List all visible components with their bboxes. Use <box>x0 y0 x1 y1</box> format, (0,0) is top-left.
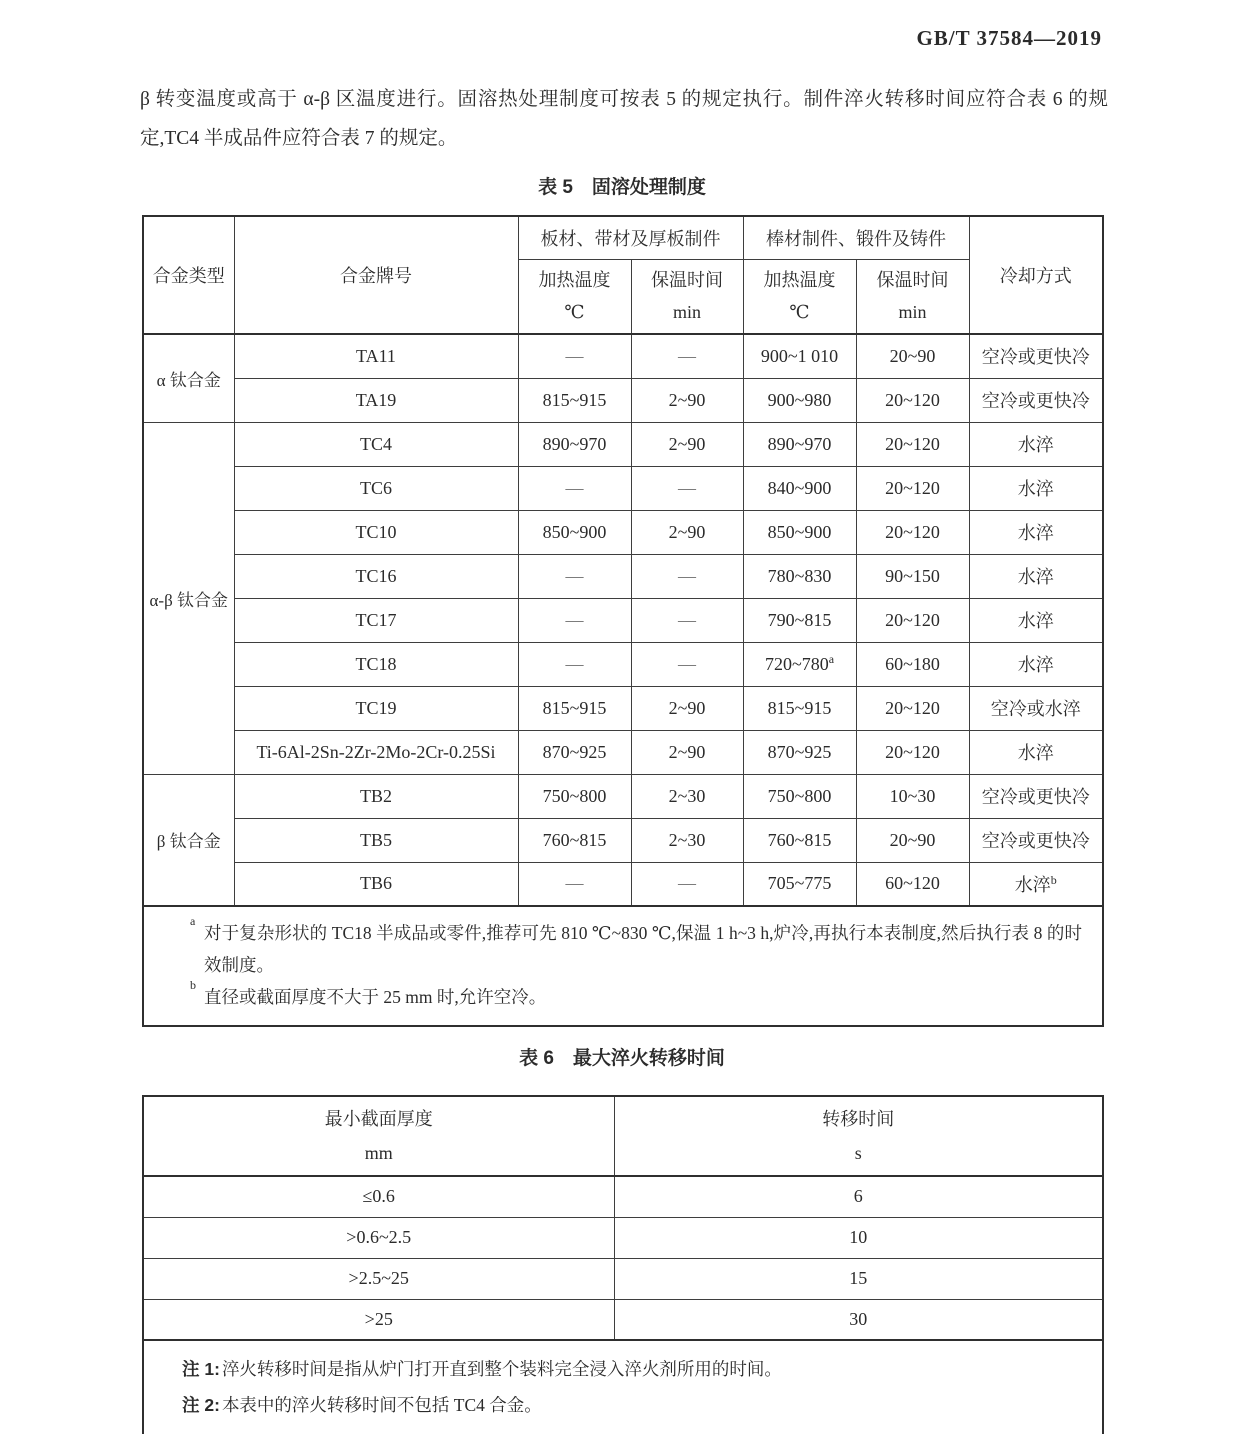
value-cell: 760~815 <box>743 818 856 862</box>
heating-temp-label: 加热温度 <box>763 270 836 291</box>
value-cell: 2~90 <box>631 378 743 422</box>
value-cell: 850~900 <box>743 510 856 554</box>
transfer-time-label: 转移时间 <box>822 1109 895 1130</box>
time-unit-label: min <box>898 302 927 323</box>
value-cell: 水淬 <box>969 510 1103 554</box>
temp-unit-label: ℃ <box>789 302 810 323</box>
value-cell: 水淬 <box>969 598 1103 642</box>
intro-paragraph: β 转变温度或高于 α-β 区温度进行。固溶热处理制度可按表 5 的规定执行。制件淬火转移时间应符合表 6 的规定,TC4 半成品件应符合表 7 的规定。 <box>140 89 1108 149</box>
t5-col-plate-time <box>631 259 743 334</box>
value-cell: 空冷或更快冷 <box>969 818 1103 862</box>
t5-group-plate: 板材、带材及厚板制件 <box>518 216 743 259</box>
value-cell: 780~830 <box>743 554 856 598</box>
value-cell: 870~925 <box>518 730 631 774</box>
value-cell: 15 <box>614 1258 1103 1299</box>
table-note: 注 2: 本表中的淬火转移时间不包括 TC4 合金。 <box>182 1395 542 1415</box>
transfer-time-unit-label: s <box>854 1142 862 1163</box>
value-cell: 20~120 <box>856 422 969 466</box>
value-cell: 840~900 <box>743 466 856 510</box>
alloy-grade-cell: TB2 <box>234 774 518 818</box>
alloy-grade-cell: TC10 <box>234 510 518 554</box>
value-cell: — <box>631 334 743 378</box>
value-cell: 790~815 <box>743 598 856 642</box>
t5-col-bar-time <box>856 259 969 334</box>
value-cell: 水淬$^b$ <box>969 862 1103 906</box>
doc-number: GB/T 37584—2019 <box>916 26 1102 50</box>
value-cell: 水淬 <box>969 422 1103 466</box>
alloy-type-cell: β 钛合金 <box>143 774 234 906</box>
value-cell: 2~90 <box>631 510 743 554</box>
value-cell: — <box>518 554 631 598</box>
value-cell: — <box>631 598 743 642</box>
alloy-grade-cell: TC17 <box>234 598 518 642</box>
table5-footnotes <box>144 907 1102 1025</box>
table5-row <box>143 422 1103 466</box>
value-cell: 870~925 <box>743 730 856 774</box>
value-cell: 20~120 <box>856 466 969 510</box>
table5-row <box>143 554 1103 598</box>
value-cell: 890~970 <box>743 422 856 466</box>
value-cell: 60~120 <box>856 862 969 906</box>
value-cell: 90~150 <box>856 554 969 598</box>
value-cell: 2~90 <box>631 422 743 466</box>
alloy-type-cell: α-β 钛合金 <box>143 422 234 774</box>
table5-row <box>143 862 1103 906</box>
value-cell: 20~90 <box>856 334 969 378</box>
table6-title: 表 6 最大淬火转移时间 <box>519 1048 725 1069</box>
alloy-grade-cell: TA11 <box>234 334 518 378</box>
table5-header <box>143 216 1103 334</box>
table5-title: 表 5 固溶处理制度 <box>538 177 706 198</box>
value-cell: 20~120 <box>856 378 969 422</box>
value-cell: 705~775 <box>743 862 856 906</box>
table5-footer <box>143 906 1103 1026</box>
t5-col-plate-temp <box>518 259 631 334</box>
value-cell: 空冷或更快冷 <box>969 378 1103 422</box>
table5-row <box>143 818 1103 862</box>
value-cell: — <box>631 862 743 906</box>
table5-row <box>143 466 1103 510</box>
value-cell: — <box>631 642 743 686</box>
holding-time-label: 保温时间 <box>651 270 723 291</box>
value-cell: 水淬 <box>969 730 1103 774</box>
value-cell: 水淬 <box>969 466 1103 510</box>
table5-row <box>143 378 1103 422</box>
t6-col-thickness <box>143 1096 614 1176</box>
value-cell: — <box>518 642 631 686</box>
value-cell: 815~915 <box>518 378 631 422</box>
value-cell: 2~90 <box>631 730 743 774</box>
value-cell: 20~120 <box>856 510 969 554</box>
table5-row <box>143 686 1103 730</box>
table5-row <box>143 510 1103 554</box>
thickness-unit-label: mm <box>364 1142 393 1163</box>
table6-header <box>143 1096 1103 1176</box>
value-cell: 6 <box>614 1176 1103 1217</box>
table6-notes <box>144 1341 1102 1434</box>
value-cell: — <box>518 862 631 906</box>
t5-col-alloy-type: 合金类型 <box>143 216 234 334</box>
value-cell: 2~30 <box>631 774 743 818</box>
value-cell: 815~915 <box>743 686 856 730</box>
value-cell: 20~120 <box>856 730 969 774</box>
value-cell: 890~970 <box>518 422 631 466</box>
value-cell: 2~90 <box>631 686 743 730</box>
table5-body <box>143 334 1103 906</box>
value-cell: — <box>631 554 743 598</box>
value-cell: — <box>518 466 631 510</box>
value-cell: 30 <box>614 1299 1103 1340</box>
table-note: 注 1: 淬火转移时间是指从炉门打开直到整个装料完全浸入淬火剂所用的时间。 <box>182 1359 782 1379</box>
value-cell: 空冷或更快冷 <box>969 334 1103 378</box>
value-cell: >0.6~2.5 <box>143 1217 614 1258</box>
value-cell: 20~120 <box>856 686 969 730</box>
value-cell: ≤0.6 <box>143 1176 614 1217</box>
t5-col-alloy-grade: 合金牌号 <box>234 216 518 334</box>
note-label: 注 1: <box>182 1359 220 1379</box>
table5-row <box>143 730 1103 774</box>
value-cell: 20~90 <box>856 818 969 862</box>
table6-row <box>143 1176 1103 1217</box>
value-cell: 水淬 <box>969 642 1103 686</box>
t5-col-bar-temp <box>743 259 856 334</box>
table5 <box>142 215 1104 1027</box>
time-unit-label: min <box>672 302 701 323</box>
alloy-grade-cell: TC18 <box>234 642 518 686</box>
note-label: 注 2: <box>182 1395 220 1415</box>
alloy-grade-cell: TB6 <box>234 862 518 906</box>
value-cell: 900~980 <box>743 378 856 422</box>
t5-group-bar: 棒材制件、锻件及铸件 <box>743 216 969 259</box>
footnote: a 对于复杂形状的 TC18 半成品或零件,推荐可先 810 ℃~830 ℃,保温 1 h~3 h,炉冷,再执行本表制度,然后执行表 8 的时效制度。 <box>190 914 1082 975</box>
value-cell: 空冷或水淬 <box>969 686 1103 730</box>
value-cell: — <box>518 598 631 642</box>
table6-row <box>143 1299 1103 1340</box>
value-cell: 760~815 <box>518 818 631 862</box>
temp-unit-label: ℃ <box>564 302 585 323</box>
value-cell: 60~180 <box>856 642 969 686</box>
table6-body <box>143 1176 1103 1340</box>
value-cell: 850~900 <box>518 510 631 554</box>
value-cell: 815~915 <box>518 686 631 730</box>
value-cell: 空冷或更快冷 <box>969 774 1103 818</box>
table6 <box>142 1095 1104 1434</box>
holding-time-label: 保温时间 <box>876 270 949 291</box>
t6-col-time <box>614 1096 1103 1176</box>
thickness-label: 最小截面厚度 <box>324 1109 433 1130</box>
value-cell: 900~1 010 <box>743 334 856 378</box>
alloy-type-cell: α 钛合金 <box>143 334 234 422</box>
value-cell: 水淬 <box>969 554 1103 598</box>
alloy-grade-cell: Ti-6Al-2Sn-2Zr-2Mo-2Cr-0.25Si <box>234 730 518 774</box>
table6-row <box>143 1217 1103 1258</box>
value-cell: 10 <box>614 1217 1103 1258</box>
table6-row <box>143 1258 1103 1299</box>
value-cell: 750~800 <box>743 774 856 818</box>
value-cell: 2~30 <box>631 818 743 862</box>
alloy-grade-cell: TB5 <box>234 818 518 862</box>
table5-row <box>143 334 1103 378</box>
table5-row <box>143 598 1103 642</box>
alloy-grade-cell: TC19 <box>234 686 518 730</box>
value-cell: 720~780$^a$ <box>743 642 856 686</box>
value-cell: — <box>518 334 631 378</box>
table6-footer <box>143 1340 1103 1434</box>
footnote: b 直径或截面厚度不大于 25 mm 时,允许空冷。 <box>190 978 547 1007</box>
value-cell: 10~30 <box>856 774 969 818</box>
value-cell: 750~800 <box>518 774 631 818</box>
t5-col-cooling: 冷却方式 <box>969 216 1103 334</box>
heating-temp-label: 加热温度 <box>538 270 611 291</box>
alloy-grade-cell: TC6 <box>234 466 518 510</box>
value-cell: >2.5~25 <box>143 1258 614 1299</box>
alloy-grade-cell: TA19 <box>234 378 518 422</box>
table5-row <box>143 642 1103 686</box>
alloy-grade-cell: TC16 <box>234 554 518 598</box>
table5-row <box>143 774 1103 818</box>
value-cell: — <box>631 466 743 510</box>
alloy-grade-cell: TC4 <box>234 422 518 466</box>
value-cell: >25 <box>143 1299 614 1340</box>
value-cell: 20~120 <box>856 598 969 642</box>
